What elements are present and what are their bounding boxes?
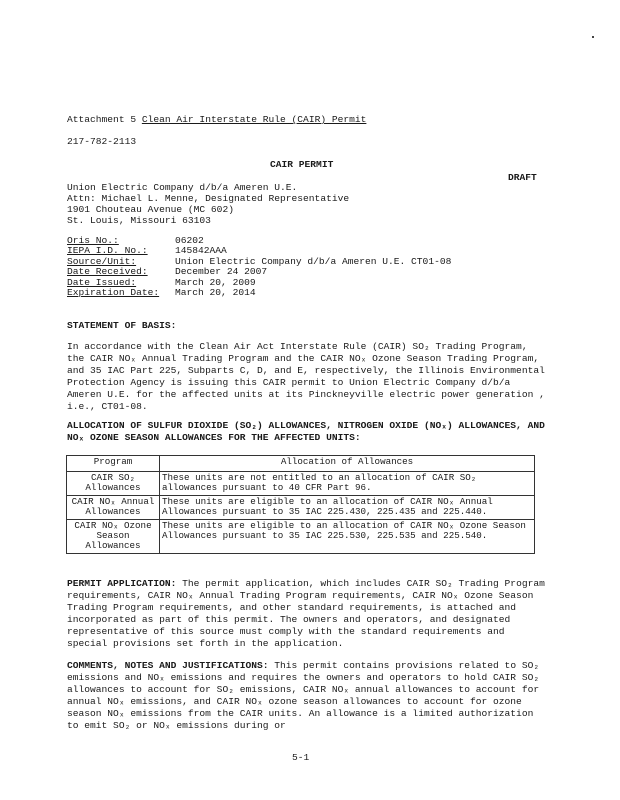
address-line: Union Electric Company d/b/a Ameren U.E. bbox=[67, 182, 298, 193]
program-cell: CAIR NOₓ Annual Allowances bbox=[67, 495, 160, 519]
statement-body bbox=[67, 341, 547, 413]
attachment-title: Clean Air Interstate Rule (CAIR) Permit bbox=[141, 114, 367, 125]
info-row bbox=[67, 267, 451, 277]
table-row bbox=[67, 472, 535, 496]
statement-heading: STATEMENT OF BASIS: bbox=[67, 320, 177, 331]
info-row bbox=[67, 288, 451, 298]
column-header: Program bbox=[67, 456, 160, 472]
comments-text: This permit contains provisions related to SO₂ emissions and NOₓ emissions and requires the owners and operators to hold CAIR SO₂ allowances to account for SO₂ emissions, CAIR NOₓ annual allowances to account for annual NOₓ emissions, and CAIR NOₓ ozone season allowances to account for ozone season NOₓ emissions from the CAIR units. An allowance is a limited authorization to emit SO₂ or NOₓ emissions during or bbox=[67, 660, 540, 731]
info-value: Union Electric Company d/b/a Ameren U.E. CT01-08 bbox=[175, 255, 452, 267]
scan-speck bbox=[592, 36, 594, 38]
allocation-table bbox=[66, 455, 535, 554]
attachment-line bbox=[67, 114, 366, 126]
info-value: March 20, 2014 bbox=[175, 286, 256, 298]
info-value: 145842AAA bbox=[175, 245, 227, 257]
allocation-cell: These units are not entitled to an allocation of CAIR SO₂ allowances pursuant to 40 CFR Part 96. bbox=[160, 472, 535, 496]
info-key: Oris No.: bbox=[67, 235, 119, 246]
info-value: December 24 2007 bbox=[175, 266, 268, 278]
comments-section bbox=[67, 660, 547, 732]
address-line: St. Louis, Missouri 63103 bbox=[67, 215, 211, 226]
program-cell: CAIR SO₂ Allowances bbox=[67, 472, 160, 496]
phone-number: 217-782-2113 bbox=[67, 136, 137, 147]
column-header: Allocation of Allowances bbox=[160, 456, 535, 472]
info-key: IEPA I.D. No.: bbox=[67, 245, 148, 257]
allocation-heading-text: ALLOCATION OF SULFUR DIOXIDE (SO₂) ALLOWANCES, NITROGEN OXIDE (NOₓ) ALLOWANCES, AND NOₓ OZONE SEASON ALLOWANCES FOR THE AFFECTED UNITS: bbox=[67, 420, 545, 443]
program-cell: CAIR NOₓ Ozone Season Allowances bbox=[67, 519, 160, 553]
info-key: Source/Unit: bbox=[67, 255, 137, 267]
allocation-cell: These units are eligible to an allocation of CAIR NOₓ Ozone Season Allowances pursuant to 35 IAC 225.530, 225.535 and 225.540. bbox=[160, 519, 535, 553]
page-number: 5-1 bbox=[292, 752, 310, 763]
info-value: March 20, 2009 bbox=[175, 276, 256, 288]
table-row bbox=[67, 495, 535, 519]
allocation-cell: These units are eligible to an allocation of CAIR NOₓ Annual Allowances pursuant to 35 IAC 225.430, 225.435 and 225.440. bbox=[160, 495, 535, 519]
draft-label: DRAFT bbox=[508, 172, 537, 183]
statement-text: In accordance with the Clean Air Act Interstate Rule (CAIR) SO₂ Trading Program, the CAIR NOₓ Annual Trading Program and the CAIR NOₓ Ozone Season Trading Program, and 35 IAC Part 225, Subparts C, D, and E, respectively, the Illinois Environmental Protection Agency is issuing this CAIR permit to Union Electric Company d/b/a Ameren U.E. for the affected units at its Pinckneyville electric power generation , i.e., CT01-08. bbox=[67, 341, 545, 412]
info-value: 06202 bbox=[175, 235, 204, 246]
table-row bbox=[67, 519, 535, 553]
address-line: Attn: Michael L. Menne, Designated Representative bbox=[67, 193, 350, 204]
permit-application-label: PERMIT APPLICATION: bbox=[67, 578, 177, 589]
comments-label: COMMENTS, NOTES AND JUSTIFICATIONS: bbox=[67, 660, 269, 671]
allocation-heading bbox=[67, 420, 547, 444]
info-key: Date Received: bbox=[67, 266, 148, 278]
address-line: 1901 Chouteau Avenue (MC 602) bbox=[67, 204, 234, 215]
table-header-row bbox=[67, 456, 535, 472]
permit-info bbox=[67, 236, 451, 298]
info-key: Date Issued: bbox=[67, 276, 137, 288]
info-key: Expiration Date: bbox=[67, 286, 160, 298]
address-block bbox=[67, 182, 349, 226]
permit-application-section bbox=[67, 578, 547, 650]
doc-title: CAIR PERMIT bbox=[270, 159, 334, 170]
permit-application-text: The permit application, which includes CAIR SO₂ Trading Program requirements, CAIR NOₓ Annual Trading Program requirements, CAIR NOₓ Ozone Season Trading Program requirements, and other standard requirements, is attached and incorporated as part of this permit. The owners and operators, and designated representative of this source must comply with the standard requirements and special provisions set forth in the application. bbox=[67, 578, 545, 649]
attachment-prefix: Attachment 5 bbox=[67, 114, 137, 125]
